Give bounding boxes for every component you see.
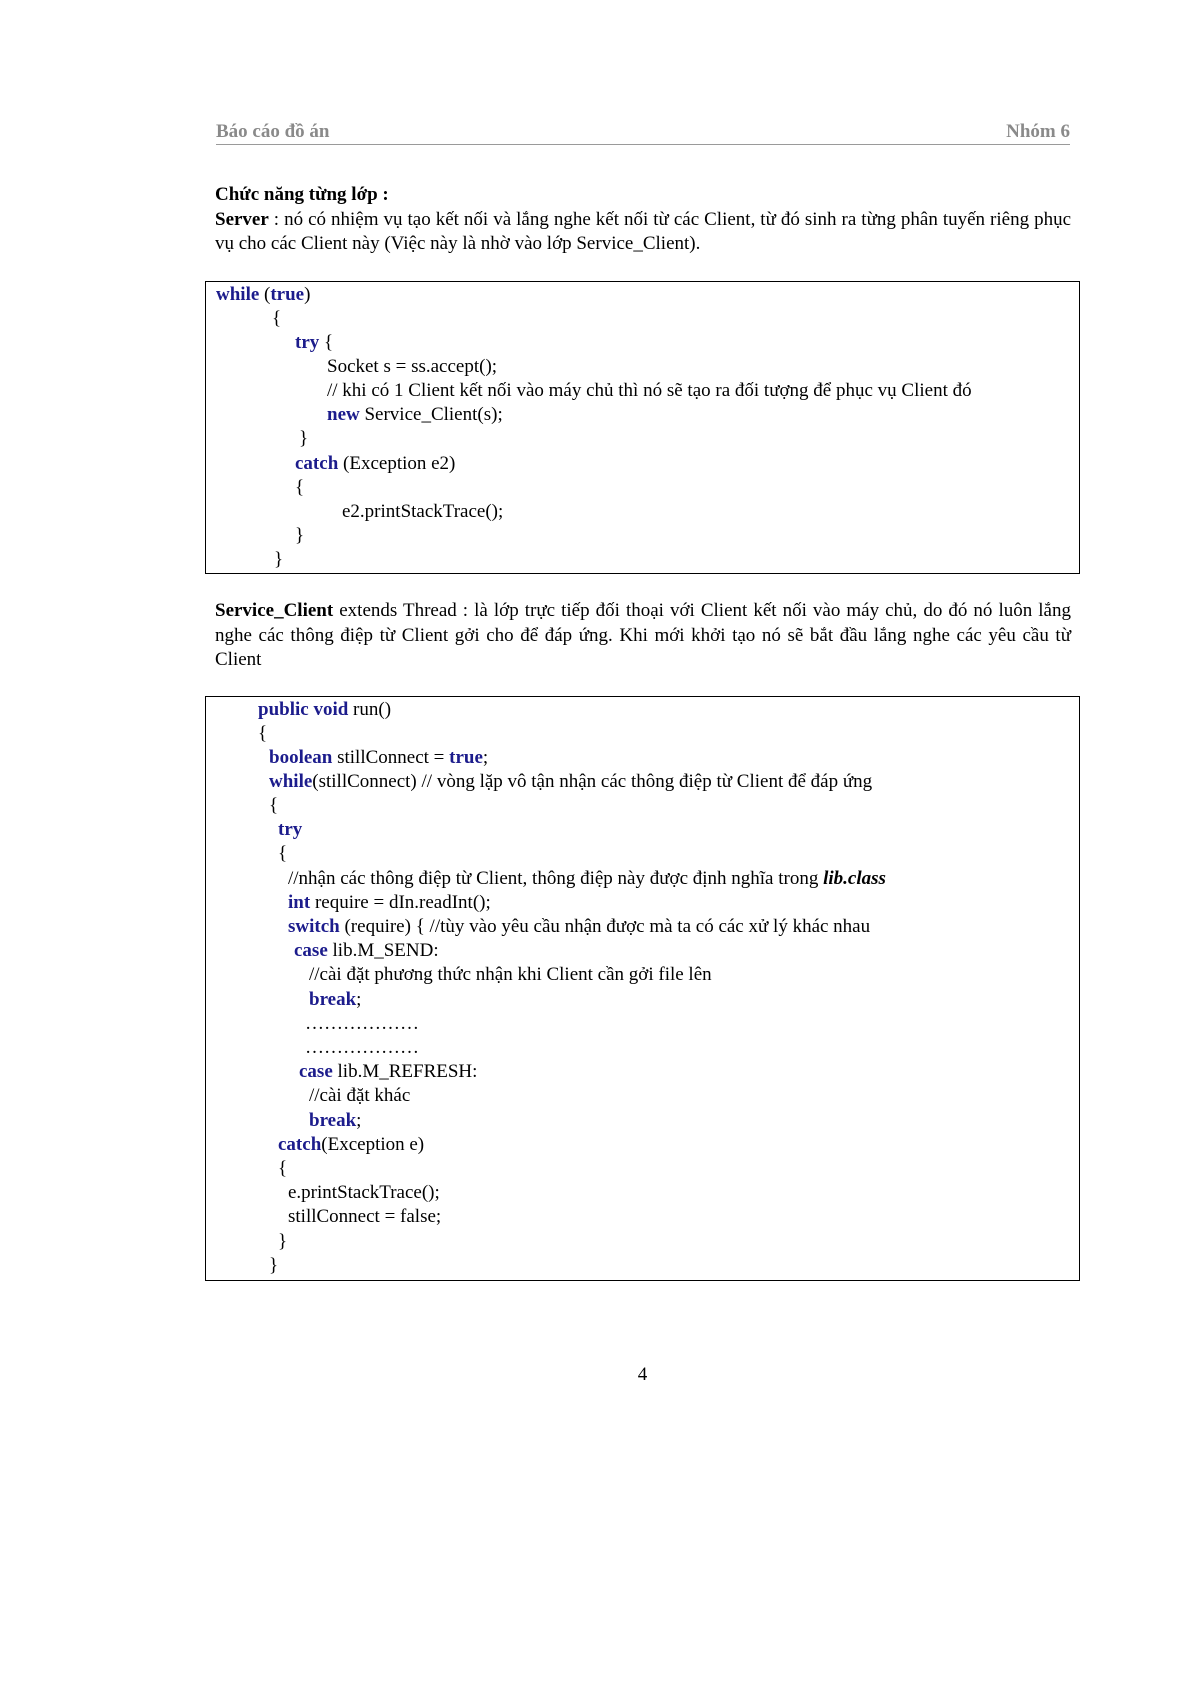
code-line: [269, 746, 488, 770]
code-line: [309, 988, 361, 1012]
keyword: try: [278, 819, 303, 840]
code-line: ………………: [305, 1013, 419, 1034]
keyword: catch: [295, 453, 339, 474]
server-description: [215, 183, 1071, 257]
code-line: [278, 1133, 424, 1157]
code-line: [288, 867, 886, 891]
code-line: [288, 891, 491, 915]
code-line: stillConnect = false;: [288, 1206, 442, 1227]
code-text: stillConnect =: [332, 747, 450, 768]
keyword: while: [216, 284, 260, 305]
code-line: {: [269, 795, 279, 816]
keyword: case: [294, 940, 328, 961]
code-line: }: [274, 549, 284, 570]
keyword: try: [295, 332, 320, 353]
code-text: lib.M_SEND:: [327, 940, 439, 961]
code-text: ;: [482, 747, 489, 768]
code-line: //cài đặt khác: [309, 1085, 411, 1106]
code-line: [294, 939, 439, 963]
page-number: 4: [637, 1364, 648, 1385]
code-text: require = dIn.readInt();: [310, 892, 491, 913]
header-right-group: Nhóm 6: [1006, 121, 1070, 142]
keyword: break: [309, 1110, 357, 1131]
code-line: e.printStackTrace();: [288, 1182, 440, 1203]
code-text: ;: [356, 989, 362, 1010]
code-line: //cài đặt phương thức nhận khi Client cần gởi file lên: [309, 964, 712, 985]
keyword: while: [269, 771, 313, 792]
code-line: {: [278, 1158, 288, 1179]
keyword: boolean: [269, 747, 333, 768]
code-text: (Exception e2): [338, 453, 456, 474]
keyword: case: [299, 1061, 333, 1082]
code-line: {: [278, 843, 288, 864]
code-text: (require) { //tùy vào yêu cầu nhận được mà ta có các xử lý khác nhau: [339, 916, 871, 937]
code-line: [309, 1109, 361, 1133]
code-text: run(): [348, 699, 392, 720]
code-line: [269, 770, 872, 794]
code-line: [299, 1060, 477, 1084]
code-block-server: [205, 281, 1080, 574]
code-text: (: [259, 284, 271, 305]
keyword: new: [327, 404, 360, 425]
code-line: [258, 698, 391, 722]
code-line: {: [295, 477, 305, 498]
code-text: lib.M_REFRESH:: [332, 1061, 478, 1082]
keyword: int: [288, 892, 311, 913]
keyword: catch: [278, 1134, 322, 1155]
code-line: [278, 818, 302, 842]
code-line: [295, 452, 455, 476]
code-text: {: [319, 332, 334, 353]
code-line: }: [269, 1255, 279, 1276]
server-class-name: Server: [215, 208, 269, 230]
service-client-description: [215, 599, 1071, 673]
code-line: }: [278, 1231, 288, 1252]
header-left-title: Báo cáo đồ án: [216, 121, 330, 142]
code-line: Socket s = ss.accept();: [327, 356, 498, 377]
code-line: e2.printStackTrace();: [342, 501, 504, 522]
code-line: // khi có 1 Client kết nối vào máy chủ thì nó sẽ tạo ra đối tượng để phục vụ Client đó: [327, 380, 972, 401]
code-line: [288, 915, 870, 939]
code-line: {: [272, 308, 282, 329]
service-client-description-text: extends Thread : là lớp trực tiếp đối thoại với Client kết nối vào máy chủ, do đó nó luôn lắng nghe các thông điệp từ Client gởi cho để đáp ứng. Khi mới khởi tạo nó sẽ bắt đầu lắng nghe các yêu cầu từ Client: [215, 600, 1071, 670]
code-line: }: [299, 428, 309, 449]
code-line: [327, 403, 503, 427]
code-emphasis: lib.class: [823, 868, 886, 889]
code-line: {: [258, 723, 268, 744]
service-client-class-name: Service_Client: [215, 600, 334, 621]
keyword: true: [270, 284, 305, 305]
keyword: break: [309, 989, 357, 1010]
section-title: Chức năng từng lớp :: [215, 184, 389, 205]
code-text: (Exception e): [321, 1134, 425, 1155]
code-text: (stillConnect) // vòng lặp vô tận nhận các thông điệp từ Client để đáp ứng: [312, 771, 873, 792]
code-line: [295, 331, 333, 355]
code-line: }: [295, 525, 305, 546]
code-block-service-client: [205, 696, 1080, 1281]
code-line: [216, 283, 310, 307]
code-text: ;: [356, 1110, 362, 1131]
code-text: //nhận các thông điệp từ Client, thông điệp này được định nghĩa trong: [288, 868, 824, 889]
keyword: public void: [258, 699, 349, 720]
server-description-text: : nó có nhiệm vụ tạo kết nối và lắng nghe kết nối từ các Client, từ đó sinh ra từng phân tuyến riêng phục vụ cho các Client này (Việc này là nhờ vào lớp Service_Client).: [215, 208, 1071, 254]
code-text: Service_Client(s);: [359, 404, 503, 425]
code-line: ………………: [305, 1037, 419, 1058]
code-text: ): [304, 284, 311, 305]
keyword: switch: [288, 916, 340, 937]
keyword: true: [449, 747, 483, 768]
page-header: [216, 121, 1070, 145]
